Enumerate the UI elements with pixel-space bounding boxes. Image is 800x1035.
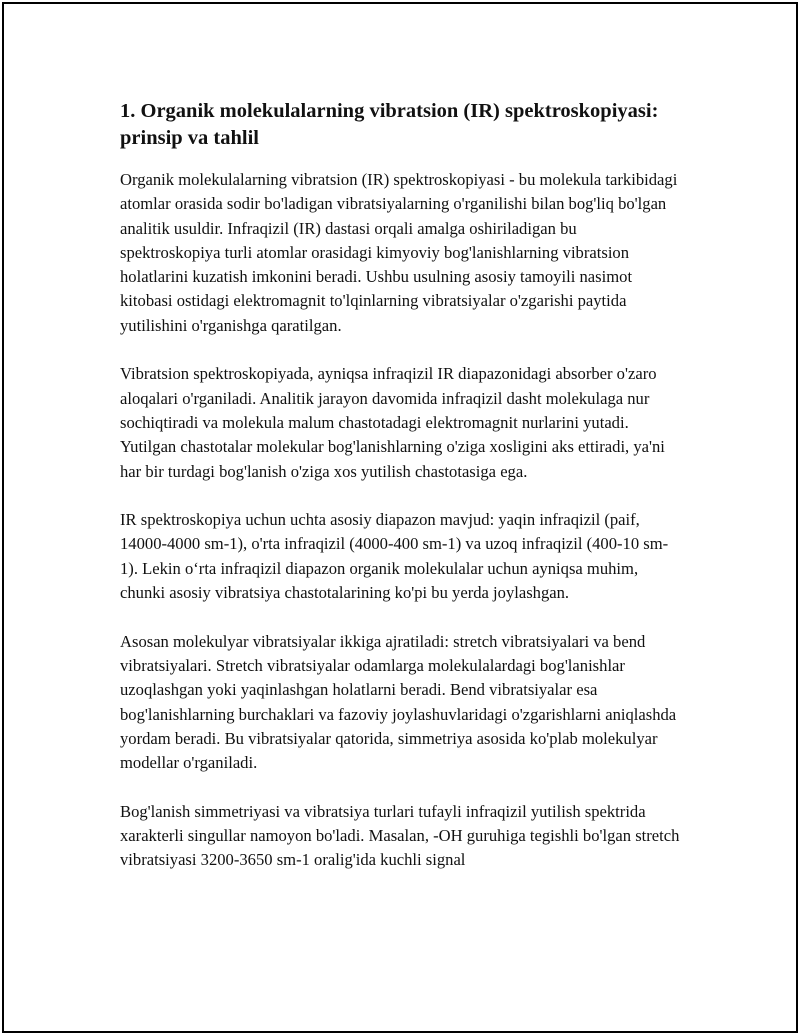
section-title: 1. Organik molekulalarning vibratsion (IR) spektroskopiyasi: prinsip va tahlil bbox=[120, 100, 659, 149]
paragraph-1: Organik molekulalarning vibratsion (IR) spektroskopiyasi - bu molekula tarkibidagi atomlar orasida sodir bo'ladigan vibratsiyalarning o'rganilishi bilan bog'liq bo'lgan analitik usuldir. Infraqizil (IR) dastasi orqali amalga oshiriladigan bu spektroskopiya turli atomlar orasidagi kimyoviy bog'lanishlarning vibratsion holatlarini kuzatish imkonini beradi. Ushbu usulning asosiy tamoyili nasimot kitobasi ostidagi elektromagnit to'lqinlarning vibratsiyalar o'zgarishi paytida yutilishini o'rganishga qaratilgan. bbox=[120, 170, 678, 335]
page-frame bbox=[2, 2, 798, 1033]
paragraph-5: Bog'lanish simmetriyasi va vibratsiya turlari tufayli infraqizil yutilish spektrida xarakterli singullar namoyon bo'ladi. Masalan, -OH guruhiga tegishli bo'lgan stretch vibratsiyasi 3200-3650 sm-1 oralig'ida kuchli signal bbox=[120, 801, 680, 870]
paragraph-2: Vibratsion spektroskopiyada, ayniqsa infraqizil IR diapazonidagi absorber o'zaro aloqalari o'rganiladi. Analitik jarayon davomida infraqizil dasht molekulaga nur sochiqtiradi va molekula malum chastotadagi elektromagnit nurlarini yutadi. Yutilgan chastotalar molekular bog'lanishlarning o'ziga xosligini aks ettiradi, ya'ni har bir turdagi bog'lanish o'ziga xos yutilish chastotasiga ega. bbox=[120, 364, 665, 481]
paragraph-4: Asosan molekulyar vibratsiyalar ikkiga ajratiladi: stretch vibratsiyalari va bend vibratsiyalari. Stretch vibratsiyalar odamlarga molekulalardagi bog'lanishlar uzoqlashgan yoki yaqinlashgan holatlarni beradi. Bend vibratsiyalar esa bog'lanishlarning burchaklari va fazoviy joylashuvlaridagi o'zgarishlarni aniqlashda yordam beradi. Bu vibratsiyalar qatorida, simmetriya asosida ko'plab molekulyar modellar o'rganiladi. bbox=[120, 631, 677, 773]
paragraph-3: IR spektroskopiya uchun uchta asosiy diapazon mavjud: yaqin infraqizil (paif, 14000-4000 sm-1), o'rta infraqizil (4000-400 sm-1) va uzoq infraqizil (400-10 sm-1). Lekin o‘rta infraqizil diapazon organik molekulalar uchun ayniqsa muhim, chunki asosiy vibratsiya chastotalarining ko'pi bu yerda joylashgan. bbox=[120, 510, 669, 603]
document-body bbox=[120, 98, 680, 897]
